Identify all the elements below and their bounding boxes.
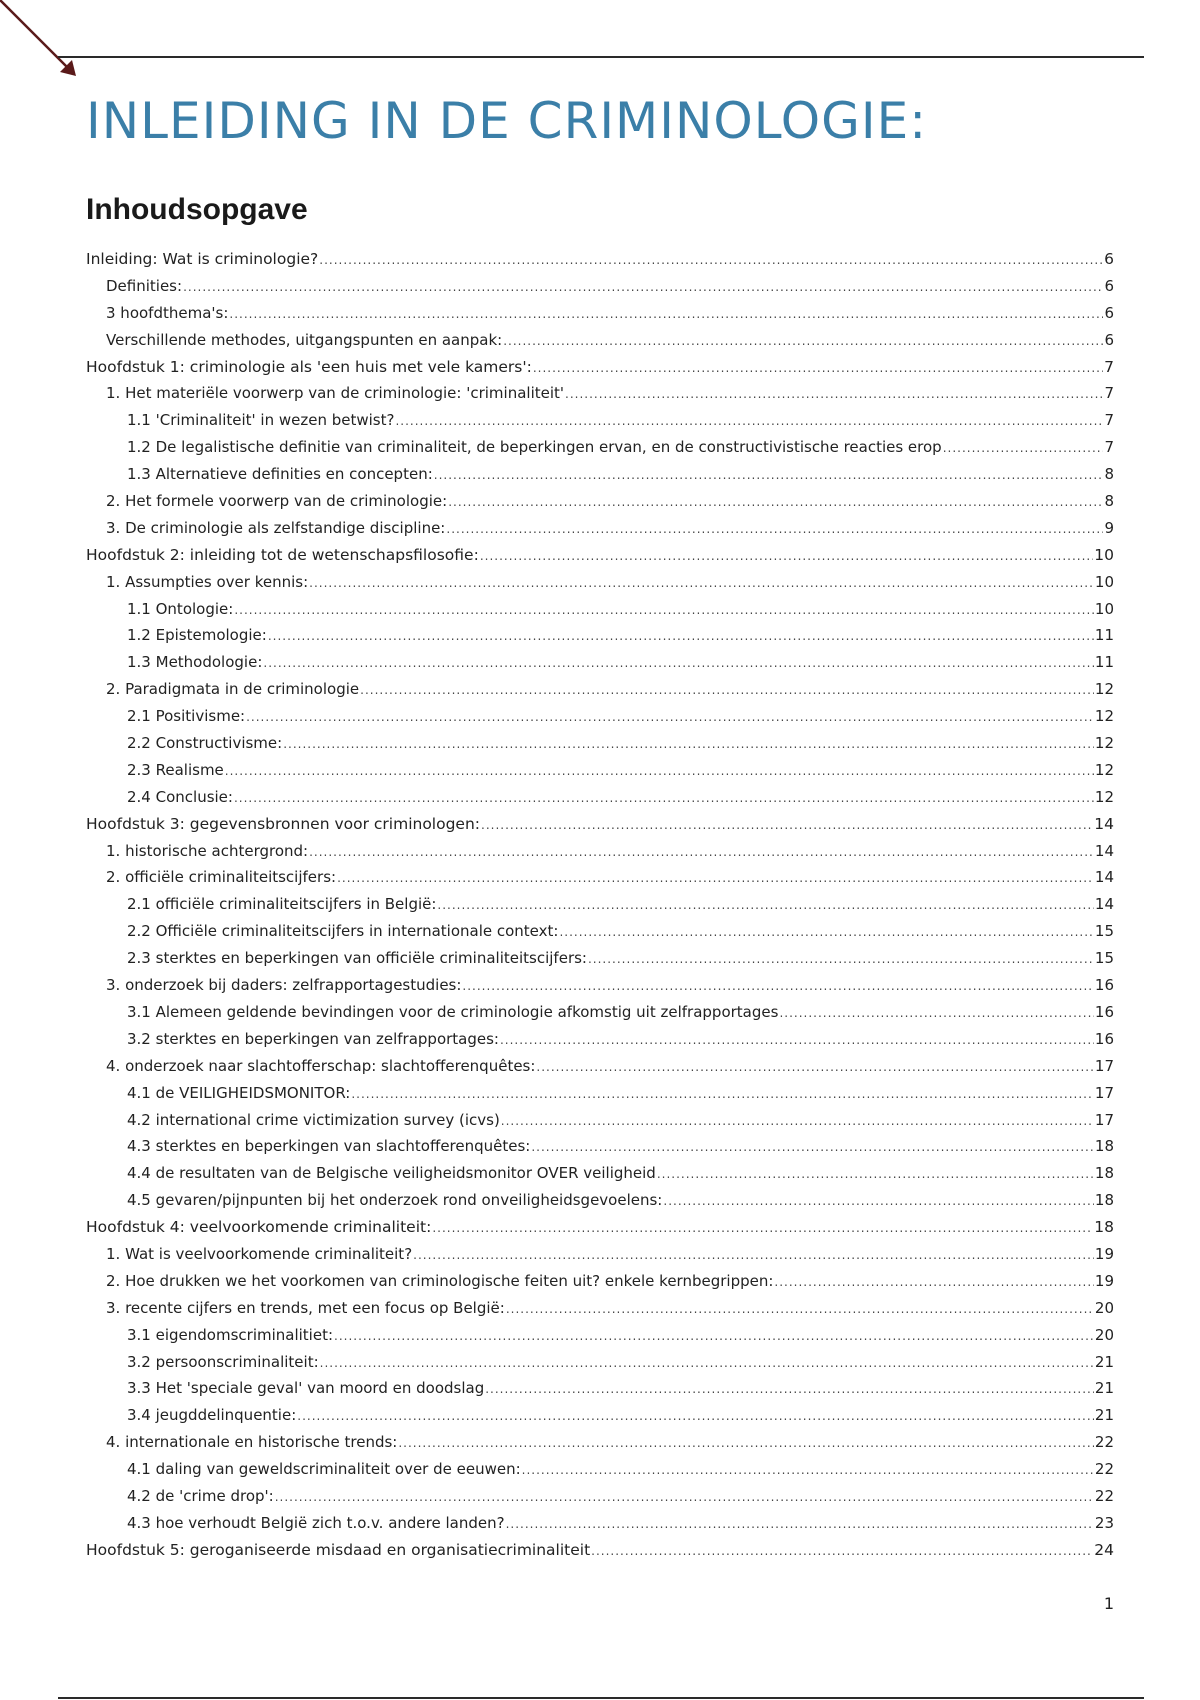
- toc-entry[interactable]: [86, 407, 1114, 434]
- toc-entry-page: 7: [1104, 384, 1114, 403]
- toc-entry[interactable]: [86, 730, 1114, 757]
- toc-entry-text: 1. Assumpties over kennis:: [106, 572, 309, 591]
- toc-entry-page: 23: [1094, 1513, 1114, 1532]
- toc-entry-text: 2. Hoe drukken we het voorkomen van criminologische feiten uit? enkele kernbegrippen:: [106, 1271, 774, 1290]
- toc-entry[interactable]: [86, 569, 1114, 596]
- page-number: 1: [1103, 1594, 1114, 1613]
- toc-entry[interactable]: [86, 1214, 1114, 1241]
- toc-entry-page: 11: [1094, 626, 1114, 645]
- toc-entry[interactable]: [86, 1241, 1114, 1268]
- toc-entry-page: 12: [1094, 707, 1114, 726]
- toc-entry[interactable]: [86, 434, 1114, 461]
- toc-entry[interactable]: [86, 703, 1114, 730]
- toc-dot-leader: [319, 247, 1103, 274]
- toc-entry-text: 3.3 Het 'speciale geval' van moord en doodslag: [127, 1379, 485, 1398]
- toc-entry-page: 11: [1094, 653, 1114, 672]
- toc-dot-leader: [398, 1430, 1094, 1457]
- toc-dot-leader: [225, 758, 1094, 785]
- toc-dot-leader: [485, 1376, 1094, 1403]
- toc-entry-page: 21: [1094, 1406, 1114, 1425]
- toc-entry[interactable]: [86, 1375, 1114, 1402]
- toc-entry-text: 1. Wat is veelvoorkomende criminaliteit?: [106, 1244, 413, 1263]
- toc-entry-text: 4.3 sterktes en beperkingen van slachtofferenquêtes:: [127, 1137, 531, 1156]
- toc-entry-text: 1.3 Alternatieve definities en concepten:: [127, 465, 433, 484]
- toc-dot-leader: [588, 946, 1094, 973]
- toc-entry-text: 2. Paradigmata in de criminologie: [106, 680, 360, 699]
- toc-entry-text: 4. onderzoek naar slachtofferschap: slachtofferenquêtes:: [106, 1056, 536, 1075]
- toc-entry[interactable]: [86, 622, 1114, 649]
- toc-entry-text: 1. Het materiële voorwerp van de criminologie: 'criminaliteit': [106, 384, 565, 403]
- toc-entry-text: Hoofdstuk 5: geroganiseerde misdaad en organisatiecriminaliteit: [86, 1540, 591, 1559]
- toc-entry-page: 18: [1094, 1218, 1114, 1237]
- toc-entry-page: 21: [1094, 1379, 1114, 1398]
- toc-entry-page: 18: [1094, 1191, 1114, 1210]
- toc-entry[interactable]: [86, 1322, 1114, 1349]
- toc-dot-leader: [337, 865, 1094, 892]
- toc-dot-leader: [779, 1000, 1093, 1027]
- toc-entry-page: 17: [1094, 1056, 1114, 1075]
- toc-entry-page: 10: [1094, 545, 1114, 564]
- toc-entry-text: 3.4 jeugddelinquentie:: [127, 1406, 297, 1425]
- toc-entry[interactable]: [86, 1295, 1114, 1322]
- toc-entry-page: 20: [1094, 1298, 1114, 1317]
- toc-entry-text: 3.2 persoonscriminaliteit:: [127, 1352, 319, 1371]
- toc-dot-leader: [500, 1027, 1094, 1054]
- toc-entry[interactable]: [86, 380, 1114, 407]
- toc-dot-leader: [395, 408, 1103, 435]
- toc-entry-text: 2. Het formele voorwerp van de criminologie:: [106, 492, 448, 511]
- toc-entry[interactable]: [86, 972, 1114, 999]
- toc-entry-text: 2.2 Officiële criminaliteitscijfers in internationale context:: [127, 922, 559, 941]
- footer-rule: [58, 1697, 1144, 1699]
- toc-entry[interactable]: [86, 945, 1114, 972]
- toc-entry-text: 3 hoofdthema's:: [106, 303, 229, 322]
- toc-dot-leader: [413, 1242, 1094, 1269]
- toc-entry-page: 20: [1094, 1325, 1114, 1344]
- toc-entry-page: 14: [1094, 841, 1114, 860]
- toc-entry-page: 8: [1104, 492, 1114, 511]
- toc-entry-text: 4.2 de 'crime drop':: [127, 1486, 274, 1505]
- toc-dot-leader: [533, 355, 1103, 382]
- toc-dot-leader: [229, 301, 1103, 328]
- toc-entry-page: 10: [1094, 572, 1114, 591]
- toc-entry[interactable]: [86, 1053, 1114, 1080]
- corner-arrow-icon: [0, 0, 90, 90]
- toc-entry[interactable]: [86, 1160, 1114, 1187]
- toc-entry[interactable]: [86, 838, 1114, 865]
- toc-entry-page: 18: [1094, 1164, 1114, 1183]
- toc-entry-text: 2.4 Conclusie:: [127, 787, 233, 806]
- toc-entry-text: 3. De criminologie als zelfstandige discipline:: [106, 518, 446, 537]
- toc-dot-leader: [234, 597, 1094, 624]
- table-of-contents: [86, 246, 1114, 1564]
- toc-entry-page: 7: [1104, 411, 1114, 430]
- toc-entry-page: 17: [1094, 1083, 1114, 1102]
- toc-entry[interactable]: [86, 1187, 1114, 1214]
- toc-entry-page: 8: [1104, 465, 1114, 484]
- toc-dot-leader: [774, 1269, 1094, 1296]
- toc-entry[interactable]: [86, 515, 1114, 542]
- toc-entry-text: Hoofdstuk 1: criminologie als 'een huis met vele kamers':: [86, 357, 532, 376]
- toc-dot-leader: [591, 1538, 1093, 1565]
- toc-entry-text: 4.5 gevaren/pijnpunten bij het onderzoek rond onveiligheidsgevoelens:: [127, 1191, 663, 1210]
- toc-dot-leader: [501, 1108, 1094, 1135]
- toc-entry-page: 7: [1104, 438, 1114, 457]
- toc-entry-text: Hoofdstuk 2: inleiding tot de wetenschapsfilosofie:: [86, 545, 479, 564]
- toc-entry-text: Definities:: [106, 276, 183, 295]
- toc-entry-page: 6: [1104, 330, 1114, 349]
- toc-entry[interactable]: [86, 596, 1114, 623]
- toc-dot-leader: [663, 1188, 1094, 1215]
- toc-dot-leader: [297, 1403, 1094, 1430]
- toc-entry-page: 18: [1094, 1137, 1114, 1156]
- toc-entry-text: 4.4 de resultaten van de Belgische veiligheidsmonitor OVER veiligheid: [127, 1164, 656, 1183]
- toc-entry[interactable]: [86, 999, 1114, 1026]
- toc-dot-leader: [522, 1457, 1094, 1484]
- toc-entry-text: 1.2 Epistemologie:: [127, 626, 267, 645]
- toc-entry-page: 21: [1094, 1352, 1114, 1371]
- toc-entry[interactable]: [86, 1080, 1114, 1107]
- toc-dot-leader: [432, 1215, 1093, 1242]
- toc-entry-text: 2.2 Constructivisme:: [127, 734, 283, 753]
- toc-entry-page: 22: [1094, 1433, 1114, 1452]
- toc-entry-text: 2.1 Positivisme:: [127, 707, 246, 726]
- toc-entry-text: 1.2 De legalistische definitie van criminaliteit, de beperkingen ervan, en de constructivistische reacties erop: [127, 438, 942, 457]
- toc-dot-leader: [506, 1296, 1094, 1323]
- toc-entry-text: 4. internationale en historische trends:: [106, 1433, 398, 1452]
- toc-entry-page: 10: [1094, 599, 1114, 618]
- toc-entry[interactable]: [86, 1456, 1114, 1483]
- toc-entry-text: 3. onderzoek bij daders: zelfrapportagestudies:: [106, 976, 462, 995]
- toc-entry-text: 4.1 de VEILIGHEIDSMONITOR:: [127, 1083, 351, 1102]
- toc-entry-text: 3.2 sterktes en beperkingen van zelfrapportages:: [127, 1029, 499, 1048]
- toc-entry[interactable]: [86, 891, 1114, 918]
- toc-dot-leader: [446, 516, 1103, 543]
- toc-dot-leader: [183, 274, 1103, 301]
- toc-entry[interactable]: [86, 327, 1114, 354]
- toc-entry-text: 1.3 Methodologie:: [127, 653, 263, 672]
- toc-entry[interactable]: [86, 488, 1114, 515]
- toc-entry-page: 6: [1104, 250, 1114, 268]
- toc-entry[interactable]: [86, 1510, 1114, 1537]
- toc-entry-text: 2.3 sterktes en beperkingen van officiële criminaliteitscijfers:: [127, 949, 587, 968]
- toc-dot-leader: [309, 570, 1094, 597]
- toc-dot-leader: [480, 543, 1093, 570]
- toc-entry-page: 6: [1104, 276, 1114, 295]
- toc-entry-page: 6: [1104, 303, 1114, 322]
- toc-entry-page: 12: [1094, 734, 1114, 753]
- toc-dot-leader: [351, 1081, 1094, 1108]
- toc-entry[interactable]: [86, 461, 1114, 488]
- toc-dot-leader: [275, 1484, 1094, 1511]
- toc-entry-text: Hoofdstuk 3: gegevensbronnen voor criminologen:: [86, 814, 481, 833]
- toc-entry[interactable]: [86, 1483, 1114, 1510]
- toc-entry-text: Inleiding: Wat is criminologie?: [86, 250, 319, 268]
- toc-entry[interactable]: [86, 811, 1114, 838]
- toc-entry[interactable]: [86, 864, 1114, 891]
- toc-entry[interactable]: [86, 784, 1114, 811]
- toc-dot-leader: [334, 1323, 1094, 1350]
- toc-entry-text: 4.2 international crime victimization survey (icvs): [127, 1110, 500, 1129]
- toc-entry[interactable]: [86, 1402, 1114, 1429]
- toc-entry[interactable]: [86, 1537, 1114, 1564]
- toc-dot-leader: [657, 1161, 1094, 1188]
- toc-entry[interactable]: [86, 1429, 1114, 1456]
- toc-entry[interactable]: [86, 300, 1114, 327]
- toc-entry-page: 22: [1094, 1460, 1114, 1479]
- toc-entry-text: 1. historische achtergrond:: [106, 841, 309, 860]
- toc-dot-leader: [565, 381, 1103, 408]
- toc-entry-page: 17: [1094, 1110, 1114, 1129]
- toc-entry[interactable]: [86, 273, 1114, 300]
- toc-entry-page: 9: [1104, 518, 1114, 537]
- toc-entry-text: Hoofdstuk 4: veelvoorkomende criminaliteit:: [86, 1218, 432, 1237]
- toc-dot-leader: [434, 462, 1104, 489]
- toc-entry[interactable]: [86, 1133, 1114, 1160]
- toc-dot-leader: [263, 650, 1094, 677]
- toc-entry-page: 19: [1094, 1271, 1114, 1290]
- toc-entry-text: 1.1 Ontologie:: [127, 599, 234, 618]
- toc-entry[interactable]: [86, 1349, 1114, 1376]
- toc-dot-leader: [462, 973, 1093, 1000]
- toc-dot-leader: [283, 731, 1094, 758]
- toc-entry-page: 16: [1094, 1002, 1114, 1021]
- toc-entry-page: 24: [1094, 1540, 1114, 1559]
- header-rule: [58, 56, 1144, 58]
- toc-entry[interactable]: [86, 918, 1114, 945]
- toc-entry-text: 1.1 'Criminaliteit' in wezen betwist?: [127, 411, 395, 430]
- toc-entry[interactable]: [86, 757, 1114, 784]
- toc-entry-text: 4.3 hoe verhoudt België zich t.o.v. andere landen?: [127, 1513, 505, 1532]
- toc-entry[interactable]: [86, 649, 1114, 676]
- toc-entry-page: 14: [1094, 895, 1114, 914]
- toc-entry-text: 2.3 Realisme: [127, 760, 224, 779]
- toc-entry[interactable]: [86, 246, 1114, 273]
- toc-entry[interactable]: [86, 542, 1114, 569]
- toc-entry-text: 3.1 eigendomscriminalitiet:: [127, 1325, 334, 1344]
- toc-entry[interactable]: [86, 676, 1114, 703]
- toc-entry-text: 4.1 daling van geweldscriminaliteit over de eeuwen:: [127, 1460, 521, 1479]
- toc-dot-leader: [268, 623, 1094, 650]
- toc-dot-leader: [320, 1350, 1094, 1377]
- toc-entry-text: 2.1 officiële criminaliteitscijfers in België:: [127, 895, 437, 914]
- toc-entry-page: 15: [1094, 949, 1114, 968]
- document-title: INLEIDING IN DE CRIMINOLOGIE:: [86, 92, 928, 150]
- toc-entry[interactable]: [86, 1107, 1114, 1134]
- toc-dot-leader: [360, 677, 1094, 704]
- toc-entry-text: 2. officiële criminaliteitscijfers:: [106, 868, 337, 887]
- toc-dot-leader: [309, 839, 1094, 866]
- toc-dot-leader: [437, 892, 1093, 919]
- toc-entry-page: 16: [1094, 1029, 1114, 1048]
- toc-dot-leader: [506, 1511, 1094, 1538]
- toc-entry-text: Verschillende methodes, uitgangspunten en aanpak:: [106, 330, 503, 349]
- toc-entry[interactable]: [86, 1268, 1114, 1295]
- toc-dot-leader: [531, 1134, 1094, 1161]
- toc-heading: Inhoudsopgave: [86, 193, 308, 226]
- toc-entry[interactable]: [86, 354, 1114, 381]
- toc-dot-leader: [943, 435, 1104, 462]
- toc-dot-leader: [559, 919, 1093, 946]
- toc-entry-page: 12: [1094, 787, 1114, 806]
- toc-entry-page: 15: [1094, 922, 1114, 941]
- toc-dot-leader: [536, 1054, 1093, 1081]
- toc-entry-page: 19: [1094, 1244, 1114, 1263]
- toc-entry-page: 7: [1104, 357, 1114, 376]
- toc-entry-page: 16: [1094, 976, 1114, 995]
- toc-entry-page: 12: [1094, 760, 1114, 779]
- toc-dot-leader: [246, 704, 1094, 731]
- toc-entry[interactable]: [86, 1026, 1114, 1053]
- toc-dot-leader: [234, 785, 1094, 812]
- toc-dot-leader: [503, 328, 1103, 355]
- toc-dot-leader: [481, 812, 1093, 839]
- toc-dot-leader: [448, 489, 1103, 516]
- toc-entry-text: 3. recente cijfers en trends, met een focus op België:: [106, 1298, 505, 1317]
- toc-entry-page: 14: [1094, 814, 1114, 833]
- toc-entry-text: 3.1 Alemeen geldende bevindingen voor de criminologie afkomstig uit zelfrapportages: [127, 1002, 779, 1021]
- toc-entry-page: 14: [1094, 868, 1114, 887]
- toc-entry-page: 22: [1094, 1486, 1114, 1505]
- toc-entry-page: 12: [1094, 680, 1114, 699]
